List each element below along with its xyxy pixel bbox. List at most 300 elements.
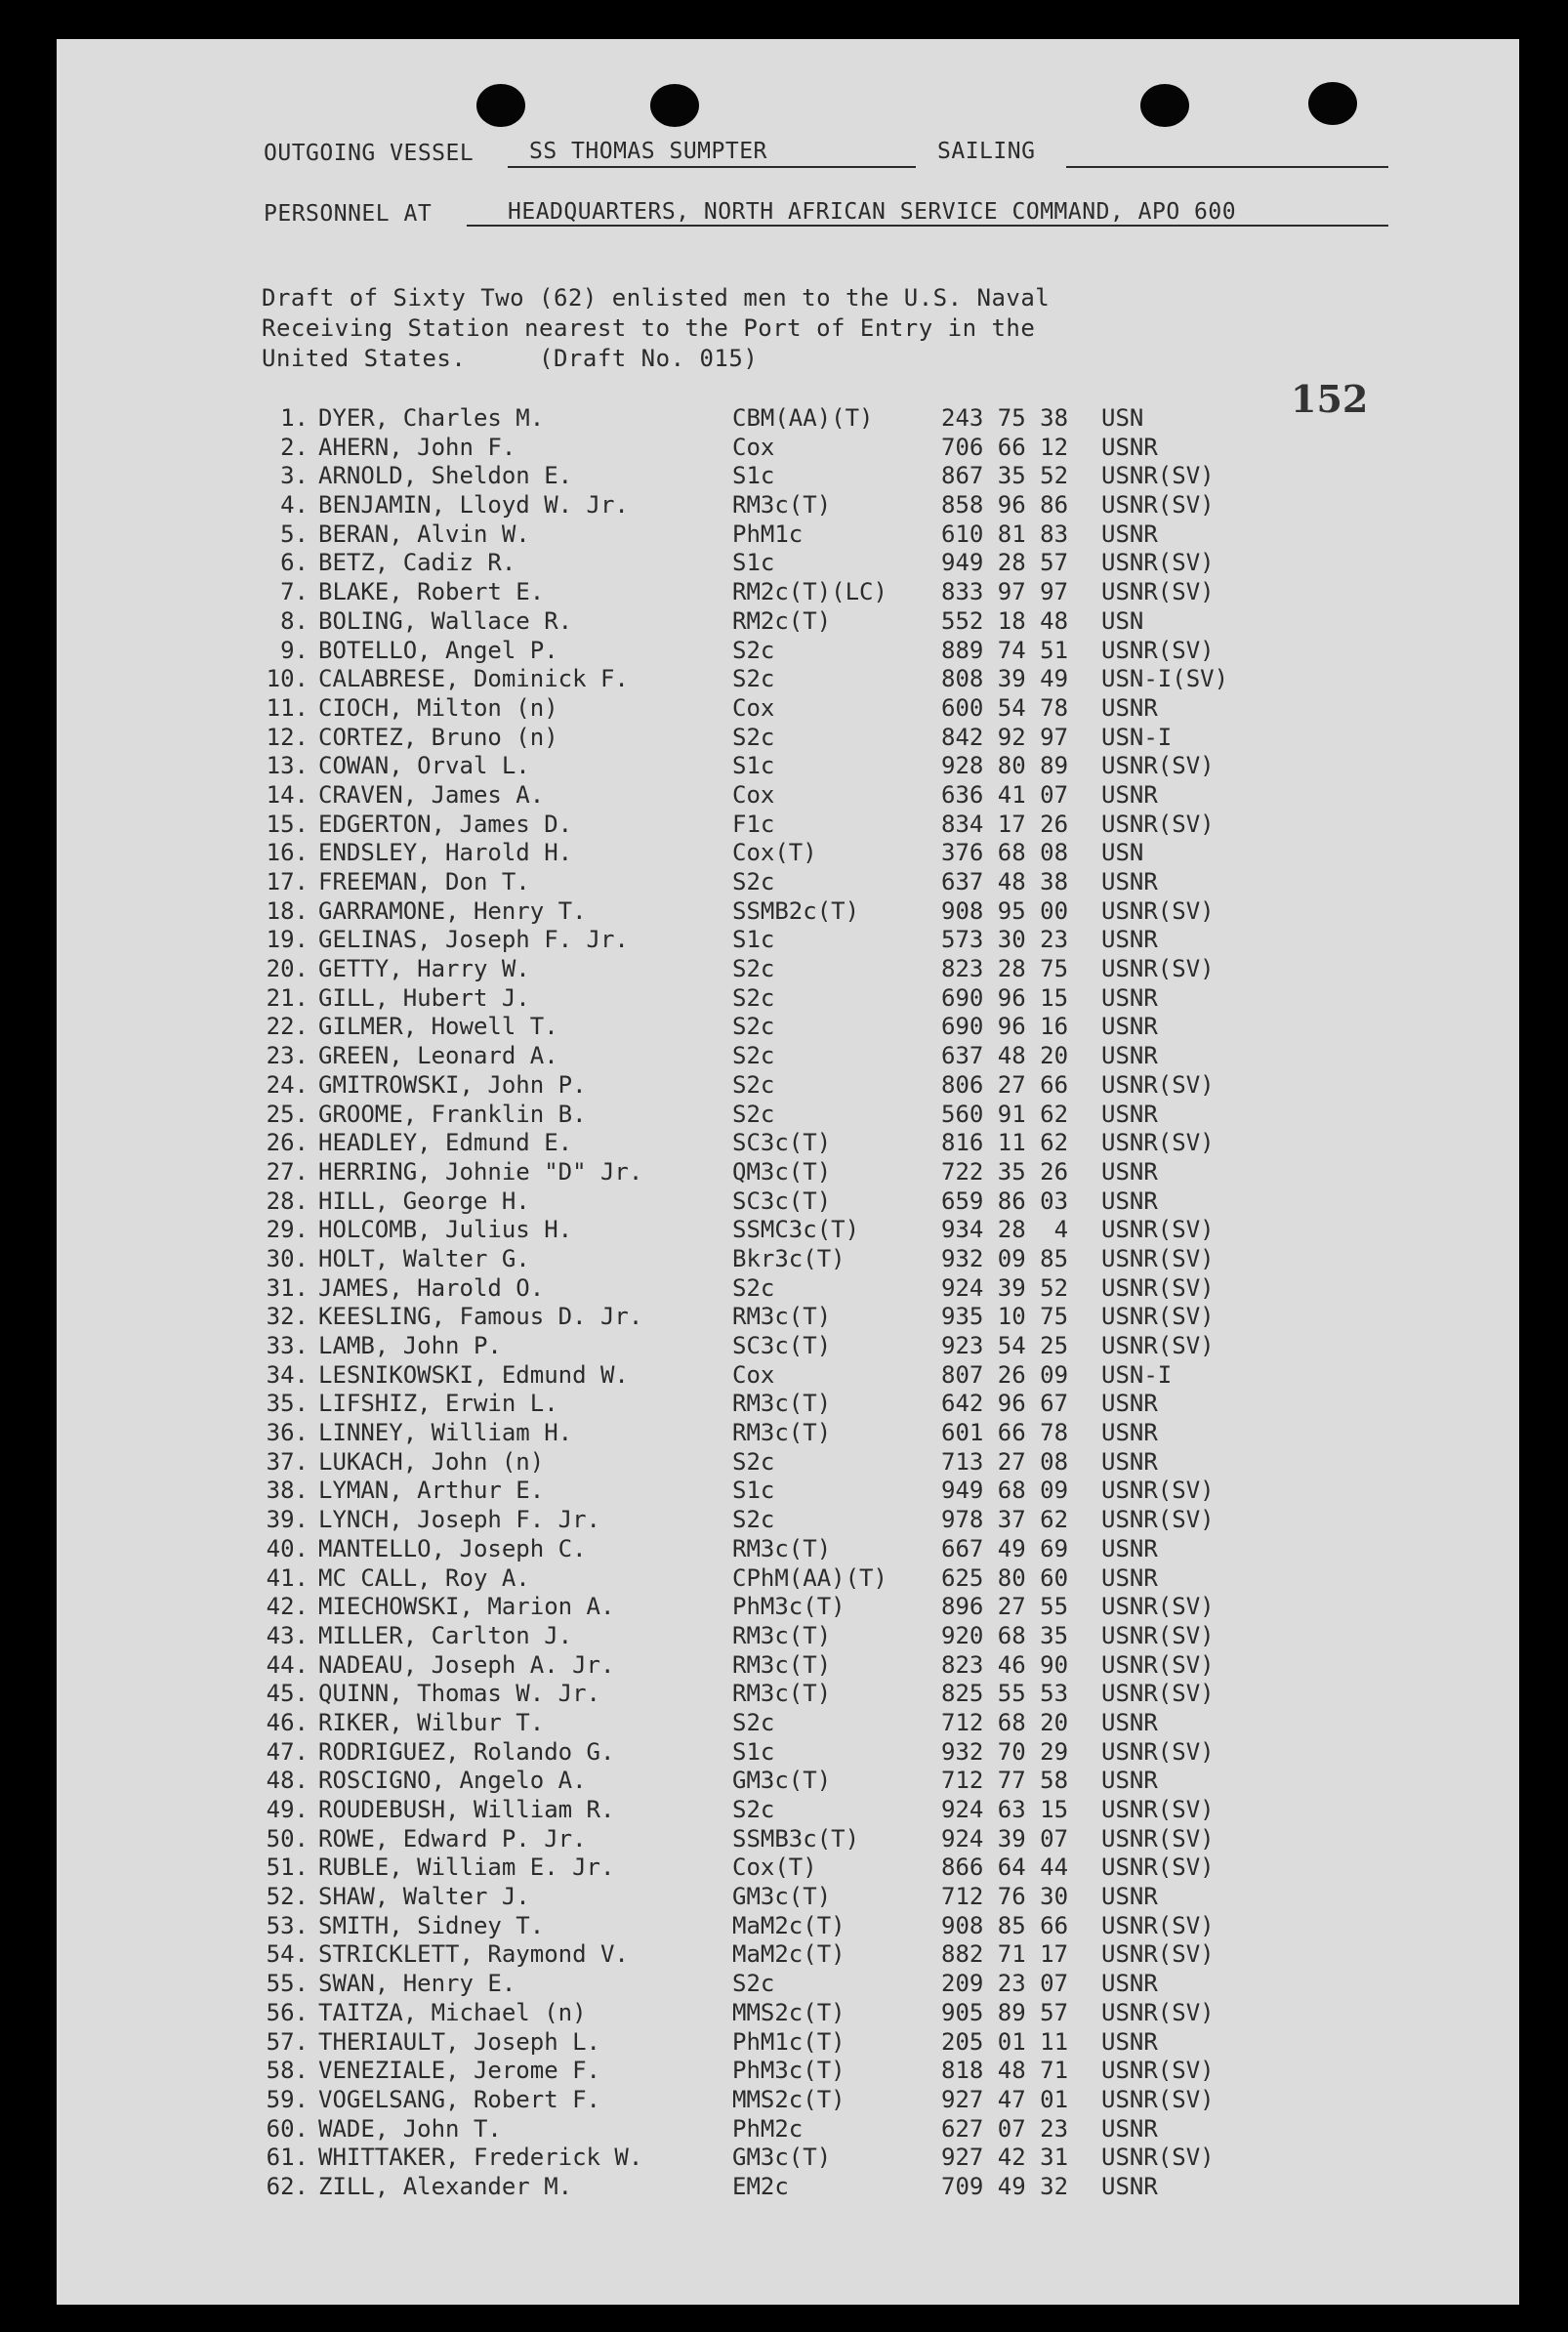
roster-rate: S2c [732,1708,775,1736]
roster-service-number: 920 68 35 [941,1621,1069,1649]
roster-branch: USNR [1101,1042,1158,1070]
roster-branch: USNR(SV) [1101,1244,1215,1272]
roster-number: 39. [266,1506,309,1534]
roster-branch: USNR [1101,983,1158,1012]
roster-branch: USNR(SV) [1101,1680,1215,1708]
punch-hole-1 [476,84,525,127]
roster-branch: USNR [1101,693,1158,722]
roster-rate: Cox(T) [732,839,817,867]
roster-service-number: 896 27 55 [941,1593,1069,1621]
roster-service-number: 818 48 71 [941,2057,1069,2085]
personnel-label: PERSONNEL AT [264,201,433,227]
punch-hole-3 [1140,84,1189,127]
roster-number: 1. [280,404,309,432]
roster-branch: USNR(SV) [1101,2144,1215,2172]
roster-name: HERRING, Johnie "D" Jr. [318,1157,643,1186]
roster-name: THERIAULT, Joseph L. [318,2027,600,2056]
roster-number: 34. [266,1360,309,1389]
roster-name: HEADLEY, Edmund E. [318,1129,573,1157]
roster-rate: SC3c(T) [732,1187,832,1215]
roster-number: 43. [266,1621,309,1649]
roster-name: JAMES, Harold O. [318,1273,545,1302]
roster-name: GROOME, Franklin B. [318,1100,587,1128]
roster-number: 28. [266,1187,309,1215]
roster-branch: USNR [1101,1187,1158,1215]
roster-service-number: 924 39 52 [941,1273,1069,1302]
roster-number: 19. [266,926,309,954]
roster-number: 23. [266,1042,309,1070]
roster-name: LYMAN, Arthur E. [318,1477,545,1505]
roster-rate: MaM2c(T) [732,1940,846,1969]
roster-service-number: 659 86 03 [941,1187,1069,1215]
roster-name: RIKER, Wilbur T. [318,1708,545,1736]
roster-branch: USNR [1101,1534,1158,1562]
roster-number: 7. [280,578,309,606]
roster-service-number: 928 80 89 [941,752,1069,780]
roster-name: LINNEY, William H. [318,1419,573,1447]
roster-number: 36. [266,1419,309,1447]
roster-service-number: 927 47 01 [941,2085,1069,2113]
roster-branch: USNR [1101,1708,1158,1736]
roster-name: LESNIKOWSKI, Edmund W. [318,1360,629,1389]
vessel-underline [508,166,916,168]
roster-rate: SSMB2c(T) [732,896,860,925]
roster-branch: USNR(SV) [1101,810,1215,838]
roster-name: VOGELSANG, Robert F. [318,2085,600,2113]
roster-number: 55. [266,1970,309,1998]
roster-name: GELINAS, Joseph F. Jr. [318,926,629,954]
roster-number: 25. [266,1100,309,1128]
roster-branch: USNR [1101,1447,1158,1476]
roster-rate: PhM3c(T) [732,1593,846,1621]
roster-number: 49. [266,1796,309,1823]
roster-service-number: 932 09 85 [941,1244,1069,1272]
roster-service-number: 712 68 20 [941,1708,1069,1736]
roster-branch: USNR(SV) [1101,1650,1215,1679]
roster-name: MC CALL, Roy A. [318,1563,530,1592]
roster-rate: S1c [732,926,775,954]
roster-rate: S2c [732,665,775,693]
roster-name: VENEZIALE, Jerome F. [318,2057,600,2085]
roster-name: BLAKE, Robert E. [318,578,545,606]
roster-service-number: 722 35 26 [941,1157,1069,1186]
roster-rate: S2c [732,955,775,983]
roster-branch: USNR(SV) [1101,1070,1215,1099]
roster-name: ENDSLEY, Harold H. [318,839,573,867]
roster-service-number: 823 28 75 [941,955,1069,983]
roster-branch: USNR [1101,433,1158,461]
roster-rate: MaM2c(T) [732,1911,846,1939]
roster-name: MIECHOWSKI, Marion A. [318,1593,615,1621]
roster-number: 53. [266,1911,309,1939]
roster-service-number: 858 96 86 [941,491,1069,520]
roster-rate: CBM(AA)(T) [732,404,874,432]
roster-branch: USNR(SV) [1101,896,1215,925]
roster-branch: USNR [1101,520,1158,548]
roster-service-number: 600 54 78 [941,693,1069,722]
roster-number: 17. [266,868,309,895]
roster-rate: S2c [732,636,775,664]
punch-hole-2 [650,84,699,127]
roster-service-number: 949 28 57 [941,549,1069,577]
roster-branch: USNR [1101,2114,1158,2143]
roster-name: ROWE, Edward P. Jr. [318,1824,587,1853]
roster-rate: EM2c [732,2172,789,2200]
draft-description-line: United States. (Draft No. 015) [262,345,759,372]
roster-rate: GM3c(T) [732,1883,832,1911]
roster-name: STRICKLETT, Raymond V. [318,1940,629,1969]
roster-name: BENJAMIN, Lloyd W. Jr. [318,491,629,520]
roster-branch: USNR(SV) [1101,752,1215,780]
roster-service-number: 924 39 07 [941,1824,1069,1853]
roster-number: 30. [266,1244,309,1272]
roster-number: 62. [266,2172,309,2200]
roster-number: 31. [266,1273,309,1302]
roster-rate: S1c [732,1737,775,1766]
roster-branch: USNR [1101,1013,1158,1041]
draft-description-line: Draft of Sixty Two (62) enlisted men to the U.S. Naval [262,284,1051,312]
roster-branch: USNR(SV) [1101,1273,1215,1302]
roster-number: 29. [266,1216,309,1244]
roster-name: BOTELLO, Angel P. [318,636,558,664]
roster-branch: USNR(SV) [1101,1593,1215,1621]
roster-branch: USNR [1101,1563,1158,1592]
roster-number: 61. [266,2144,309,2172]
roster-branch: USNR(SV) [1101,2057,1215,2085]
vessel-value: SS THOMAS SUMPTER [529,139,767,164]
roster-service-number: 690 96 15 [941,983,1069,1012]
roster-service-number: 807 26 09 [941,1360,1069,1389]
roster-service-number: 866 64 44 [941,1853,1069,1882]
roster-number: 21. [266,983,309,1012]
roster-rate: S2c [732,1970,775,1998]
roster-branch: USNR(SV) [1101,1621,1215,1649]
roster-name: BOLING, Wallace R. [318,606,573,635]
roster-branch: USNR(SV) [1101,491,1215,520]
roster-number: 51. [266,1853,309,1882]
roster-service-number: 924 63 15 [941,1796,1069,1823]
roster-number: 12. [266,723,309,751]
roster-service-number: 690 96 16 [941,1013,1069,1041]
roster-rate: QM3c(T) [732,1157,832,1186]
roster-number: 27. [266,1157,309,1186]
roster-rate: S2c [732,983,775,1012]
roster-name: KEESLING, Famous D. Jr. [318,1303,643,1331]
roster-branch: USN-I [1101,723,1173,751]
roster-number: 42. [266,1593,309,1621]
roster-branch: USNR(SV) [1101,1129,1215,1157]
roster-branch: USNR(SV) [1101,1998,1215,2026]
roster-rate: S1c [732,549,775,577]
roster-service-number: 842 92 97 [941,723,1069,751]
roster-name: CIOCH, Milton (n) [318,693,558,722]
roster-number: 41. [266,1563,309,1592]
roster-name: TAITZA, Michael (n) [318,1998,587,2026]
roster-name: NADEAU, Joseph A. Jr. [318,1650,615,1679]
roster-name: ROUDEBUSH, William R. [318,1796,615,1823]
roster-name: FREEMAN, Don T. [318,868,530,895]
roster-rate: S2c [732,1070,775,1099]
roster-number: 3. [280,462,309,490]
roster-service-number: 833 97 97 [941,578,1069,606]
roster-name: GREEN, Leonard A. [318,1042,558,1070]
roster-name: CRAVEN, James A. [318,780,545,809]
roster-rate: Bkr3c(T) [732,1244,846,1272]
roster-rate: S1c [732,1477,775,1505]
roster-service-number: 934 28 4 [941,1216,1069,1244]
sailing-underline [1066,166,1388,168]
roster-service-number: 908 95 00 [941,896,1069,925]
roster-name: GETTY, Harry W. [318,955,530,983]
roster-number: 11. [266,693,309,722]
roster-branch: USNR [1101,1100,1158,1128]
roster-rate: CPhM(AA)(T) [732,1563,887,1592]
roster-service-number: 949 68 09 [941,1477,1069,1505]
roster-service-number: 709 49 32 [941,2172,1069,2200]
draft-description [262,283,1050,374]
roster-name: HOLCOMB, Julius H. [318,1216,573,1244]
roster-rate: GM3c(T) [732,1767,832,1795]
roster-rate: S2c [732,868,775,895]
roster-service-number: 610 81 83 [941,520,1069,548]
roster-number: 48. [266,1767,309,1795]
punch-hole-4 [1308,82,1357,125]
roster-name: RUBLE, William E. Jr. [318,1853,615,1882]
roster-name: HOLT, Walter G. [318,1244,530,1272]
roster-rate: S2c [732,1447,775,1476]
roster-name: GMITROWSKI, John P. [318,1070,587,1099]
roster-rate: RM3c(T) [732,1419,832,1447]
roster-name: BERAN, Alvin W. [318,520,530,548]
roster-name: MILLER, Carlton J. [318,1621,573,1649]
roster-service-number: 867 35 52 [941,462,1069,490]
roster-service-number: 637 48 20 [941,1042,1069,1070]
roster-service-number: 573 30 23 [941,926,1069,954]
roster-number: 54. [266,1940,309,1969]
roster-rate: Cox [732,780,775,809]
roster-rate: PhM3c(T) [732,2057,846,2085]
roster-name: GILMER, Howell T. [318,1013,558,1041]
roster-rate: RM3c(T) [732,1621,832,1649]
roster-name: COWAN, Orval L. [318,752,530,780]
roster-name: SHAW, Walter J. [318,1883,530,1911]
roster-name: WHITTAKER, Frederick W. [318,2144,643,2172]
roster-branch: USNR(SV) [1101,1303,1215,1331]
roster-rate: S2c [732,1100,775,1128]
roster-number: 47. [266,1737,309,1766]
roster-name: ZILL, Alexander M. [318,2172,573,2200]
roster-branch: USNR [1101,1767,1158,1795]
roster-service-number: 825 55 53 [941,1680,1069,1708]
roster-branch: USNR(SV) [1101,1477,1215,1505]
roster-branch: USNR(SV) [1101,1332,1215,1359]
roster-service-number: 209 23 07 [941,1970,1069,1998]
roster-name: ARNOLD, Sheldon E. [318,462,573,490]
roster-rate: PhM1c [732,520,804,548]
roster-rate: S2c [732,1042,775,1070]
roster-number: 2. [280,433,309,461]
roster-rate: RM3c(T) [732,1534,832,1562]
roster-rate: RM3c(T) [732,1680,832,1708]
roster-rate: PhM1c(T) [732,2027,846,2056]
roster-number: 4. [280,491,309,520]
roster-rate: S2c [732,723,775,751]
roster-number: 8. [280,606,309,635]
roster-name: CORTEZ, Bruno (n) [318,723,558,751]
roster-branch: USNR(SV) [1101,1911,1215,1939]
roster-service-number: 713 27 08 [941,1447,1069,1476]
roster-name: SMITH, Sidney T. [318,1911,545,1939]
roster-number: 50. [266,1824,309,1853]
roster-name: AHERN, John F. [318,433,516,461]
roster-rate: RM2c(T)(LC) [732,578,887,606]
roster-number: 35. [266,1390,309,1418]
roster-rate: S2c [732,1506,775,1534]
roster-rate: Cox(T) [732,1853,817,1882]
roster-rate: RM3c(T) [732,1390,832,1418]
roster-service-number: 712 77 58 [941,1767,1069,1795]
roster-branch: USNR(SV) [1101,1796,1215,1823]
roster-number: 44. [266,1650,309,1679]
roster-name: GARRAMONE, Henry T. [318,896,587,925]
roster-branch: USNR [1101,1970,1158,1998]
roster-rate: RM2c(T) [732,606,832,635]
roster-name: MANTELLO, Joseph C. [318,1534,587,1562]
roster-number: 40. [266,1534,309,1562]
roster-number: 6. [280,549,309,577]
roster-service-number: 806 27 66 [941,1070,1069,1099]
roster-service-number: 882 71 17 [941,1940,1069,1969]
draft-description-line: Receiving Station nearest to the Port of Entry in the [262,314,1036,342]
sailing-label: SAILING [937,139,1036,164]
roster-branch: USNR [1101,1883,1158,1911]
roster-name: CALABRESE, Dominick F. [318,665,629,693]
roster-number: 5. [280,520,309,548]
roster-branch: USNR(SV) [1101,1940,1215,1969]
roster-service-number: 627 07 23 [941,2114,1069,2143]
roster-branch: USNR [1101,868,1158,895]
personnel-value: HEADQUARTERS, NORTH AFRICAN SERVICE COMMAND, APO 600 [508,199,1237,225]
roster-branch: USN-I(SV) [1101,665,1229,693]
roster-name: ROSCIGNO, Angelo A. [318,1767,587,1795]
roster-number: 32. [266,1303,309,1331]
roster-branch: USNR(SV) [1101,462,1215,490]
roster-number: 26. [266,1129,309,1157]
roster-branch: USNR(SV) [1101,1853,1215,1882]
roster-rate: S1c [732,752,775,780]
roster-rate: Cox [732,693,775,722]
roster-number: 45. [266,1680,309,1708]
roster-branch: USNR(SV) [1101,955,1215,983]
roster-name: EDGERTON, James D. [318,810,573,838]
roster-branch: USNR [1101,1419,1158,1447]
roster-branch: USNR(SV) [1101,1737,1215,1766]
roster-branch: USNR(SV) [1101,1506,1215,1534]
roster-branch: USNR [1101,1390,1158,1418]
roster-service-number: 706 66 12 [941,433,1069,461]
roster-service-number: 376 68 08 [941,839,1069,867]
roster-branch: USNR(SV) [1101,578,1215,606]
roster-service-number: 642 96 67 [941,1390,1069,1418]
roster-name: LUKACH, John (n) [318,1447,545,1476]
roster-service-number: 905 89 57 [941,1998,1069,2026]
roster-number: 56. [266,1998,309,2026]
roster-rate: RM3c(T) [732,1303,832,1331]
roster-service-number: 637 48 38 [941,868,1069,895]
roster-name: HILL, George H. [318,1187,530,1215]
roster-rate: S2c [732,1013,775,1041]
roster-number: 10. [266,665,309,693]
roster-name: LIFSHIZ, Erwin L. [318,1390,558,1418]
roster-rate: S1c [732,462,775,490]
page-number: 152 [1291,377,1369,421]
roster-number: 13. [266,752,309,780]
roster-branch: USNR(SV) [1101,636,1215,664]
roster-rate: Cox [732,433,775,461]
roster-name: RODRIGUEZ, Rolando G. [318,1737,615,1766]
roster-branch: USNR [1101,2172,1158,2200]
roster-rate: RM3c(T) [732,491,832,520]
roster-number: 15. [266,810,309,838]
roster-rate: S2c [732,1273,775,1302]
roster-rate: SC3c(T) [732,1332,832,1359]
roster-number: 57. [266,2027,309,2056]
roster-service-number: 823 46 90 [941,1650,1069,1679]
vessel-label: OUTGOING VESSEL [264,141,475,166]
roster-branch: USNR [1101,1157,1158,1186]
roster-service-number: 908 85 66 [941,1911,1069,1939]
roster-branch: USNR(SV) [1101,1824,1215,1853]
roster-rate: F1c [732,810,775,838]
roster-rate: GM3c(T) [732,2144,832,2172]
roster-service-number: 601 66 78 [941,1419,1069,1447]
roster-rate: S2c [732,1796,775,1823]
roster-service-number: 243 75 38 [941,404,1069,432]
roster-branch: USNR [1101,780,1158,809]
roster-service-number: 923 54 25 [941,1332,1069,1359]
roster-branch: USNR [1101,2027,1158,2056]
personnel-underline [467,225,1388,227]
roster-branch: USN [1101,404,1144,432]
roster-service-number: 834 17 26 [941,810,1069,838]
roster-number: 38. [266,1477,309,1505]
roster-name: WADE, John T. [318,2114,502,2143]
roster-branch: USN-I [1101,1360,1173,1389]
roster-branch: USNR(SV) [1101,2085,1215,2113]
roster-number: 20. [266,955,309,983]
roster-number: 33. [266,1332,309,1359]
roster-rate: SC3c(T) [732,1129,832,1157]
roster-branch: USNR [1101,926,1158,954]
roster-service-number: 889 74 51 [941,636,1069,664]
roster-name: SWAN, Henry E. [318,1970,516,1998]
roster-number: 52. [266,1883,309,1911]
roster-rate: SSMC3c(T) [732,1216,860,1244]
roster-rate: RM3c(T) [732,1650,832,1679]
roster-number: 24. [266,1070,309,1099]
roster-number: 18. [266,896,309,925]
roster-service-number: 552 18 48 [941,606,1069,635]
roster-branch: USN [1101,839,1144,867]
roster-service-number: 978 37 62 [941,1506,1069,1534]
roster-service-number: 816 11 62 [941,1129,1069,1157]
roster-rate: PhM2c [732,2114,804,2143]
roster-service-number: 927 42 31 [941,2144,1069,2172]
roster-service-number: 667 49 69 [941,1534,1069,1562]
roster-number: 46. [266,1708,309,1736]
roster-number: 16. [266,839,309,867]
roster-number: 14. [266,780,309,809]
